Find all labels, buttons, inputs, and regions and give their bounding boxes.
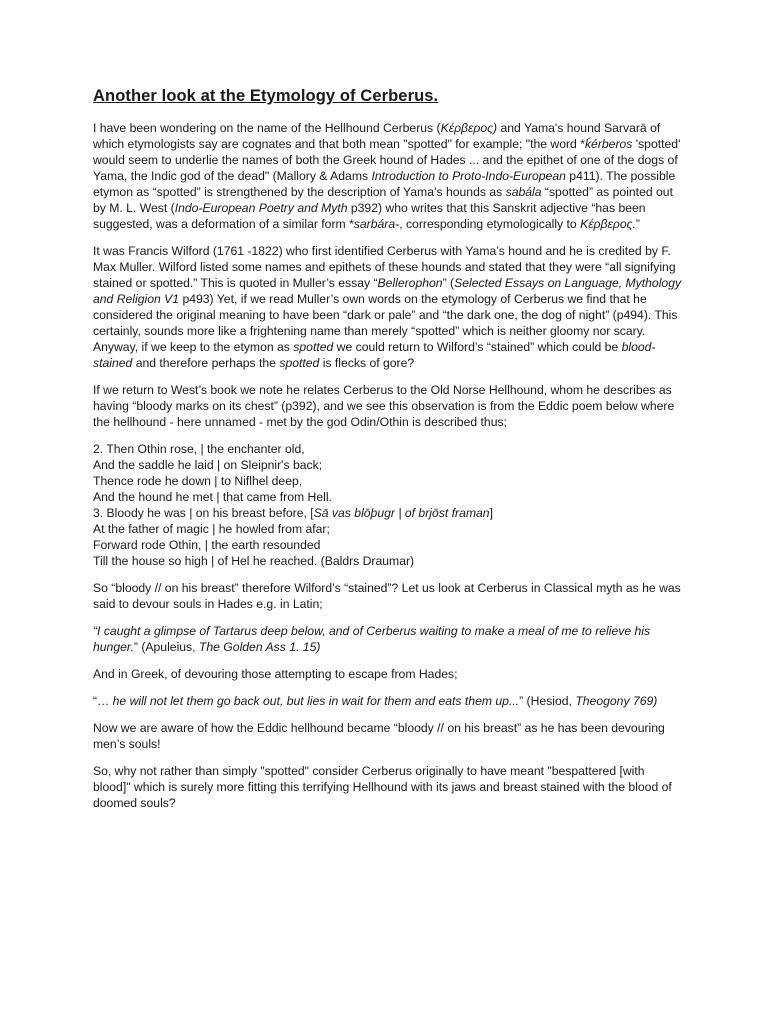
document-page [93,86,683,822]
italic-run: spotted [293,340,334,354]
text-run: ” (Apuleius, [133,640,199,654]
paragraph-9: So, why not rather than simply "spotted" consider Cerberus originally to have meant "bespattered [with blood]" which is surely more fitting this terrifying Hellhound with its jaws and breast stained with the blood of doomed souls? [93,764,672,810]
italic-run: Theogony 769) [575,694,658,708]
text-run: ” ( [442,276,455,290]
quote-apuleius [93,623,683,655]
poem-block [93,441,683,569]
text-run: p411). The possible etymon as “spotted” is strengthened by the description of Yama’s hounds as [93,169,676,199]
paragraph-4: So “bloody // on his breast” therefore Wilford’s “stained”? Let us look at Cerberus in Classical myth as he was said to devour souls in Hades e.g. in Latin; [93,581,681,611]
italic-run: sarbára- [353,217,400,231]
italic-run: he will not let them go back out, but lies in wait for them and eats them up... [112,694,520,708]
text-run: and therefore perhaps the [132,356,280,370]
text-run: we could return to Wilford’s “stained” which could be [333,340,622,354]
text-run: 3. Bloody he was | on his breast before, [ [93,506,314,520]
text-run: , corresponding etymologically to [399,217,581,231]
text-run: ] [489,506,493,520]
text-run: p392) who writes that this Sanskrit adjective “has been suggested, was a deformation of a similar form * [93,201,646,231]
poem-line: Till the house so high | of Hel he reached. (Baldrs Draumar) [93,554,415,568]
paragraph-2 [93,243,683,371]
italic-run: “I caught a glimpse of Tartarus deep below, and of Cerberus waiting to make a meal of me to relieve his hunger. [93,624,651,654]
text-run: ” [635,217,640,231]
paragraph-8: Now we are aware of how the Eddic hellhound became “bloody // on his breast” as he has been devouring men’s souls! [93,721,665,751]
poem-line [93,505,683,521]
poem-line: Thence rode he down | to Niflhel deep, [93,474,303,488]
italic-run: sabála [505,185,542,199]
poem-line: 2. Then Othin rose, | the enchanter old, [93,442,305,456]
poem-line: And the saddle he laid | on Sleipnir's back; [93,458,323,472]
italic-run: Indo-European Poetry and Myth [174,201,348,215]
paragraph-1 [93,120,683,232]
paragraph-6: And in Greek, of devouring those attempting to escape from Hades; [93,667,458,681]
text-run: 'spotted' would seem to underlie the names of both the Greek hound of Hades ... and the epithet of one of the dogs of Yama, the Indic god of the dead" (Mallory & Adams [93,137,681,183]
text-run: is flecks of gore? [319,356,415,370]
italic-run: spotted [279,356,320,370]
italic-run: The Golden Ass 1. 15) [198,640,321,654]
italic-run: Introduction to Proto-Indo-European [371,169,566,183]
poem-line: At the father of magic | he howled from afar; [93,522,330,536]
italic-run: Sā vas blōþugr | of brjōst framan [313,506,490,520]
poem-line: Forward rode Othin, | the earth resounded [93,538,321,552]
paragraph-3: If we return to West’s book we note he relates Cerberus to the Old Norse Hellhound, whom he describes as having “bloody marks on its chest” (p392), and we see this observation is from the Eddic poem below where the hellhound - here unnamed - met by the god Odin/Othin is described thus; [93,383,675,429]
italic-run: Κέρβερος) [440,121,498,135]
italic-run: Bellerophon [377,276,443,290]
text-run: p493) Yet, if we read Muller’s own words on the etymology of Cerberus we find that he considered the original meaning to have been “dark or pale” and “the dark one, the dog of night” (p494). This certainly, sounds more like a frightening name than merely “spotted” which is neither gloomy nor scary. Anyway, if we keep to the etymon as [93,292,678,354]
italic-run: blood-stained [93,340,656,370]
poem-line: And the hound he met | that came from Hell. [93,490,332,504]
text-run: “… [93,694,113,708]
text-run: I have been wondering on the name of the Hellhound Cerberus ( [93,121,441,135]
text-run: “spotted” as pointed out by M. L. West ( [93,185,673,215]
italic-run: Κέρβερος. [580,217,636,231]
text-run: and Yama's hound Sarvarā of which etymologists say are cognates and that both mean "spotted" for example; "the word * [93,121,661,151]
italic-run: Selected Essays on Language, Mythology and Religion V1 [93,276,682,306]
quote-hesiod [93,693,683,709]
document-title: Another look at the Etymology of Cerberus. [93,87,439,105]
italic-run: ḱérberos [584,137,633,151]
text-run: It was Francis Wilford (1761 -1822) who first identified Cerberus with Yama’s hound and he is credited by F. Max Muller. Wilford listed some names and epithets of these hounds and stated that they were “all signifying stained or spotted.” This is quoted in Muller’s essay “ [93,244,676,290]
text-run: ” (Hesiod, [519,694,576,708]
